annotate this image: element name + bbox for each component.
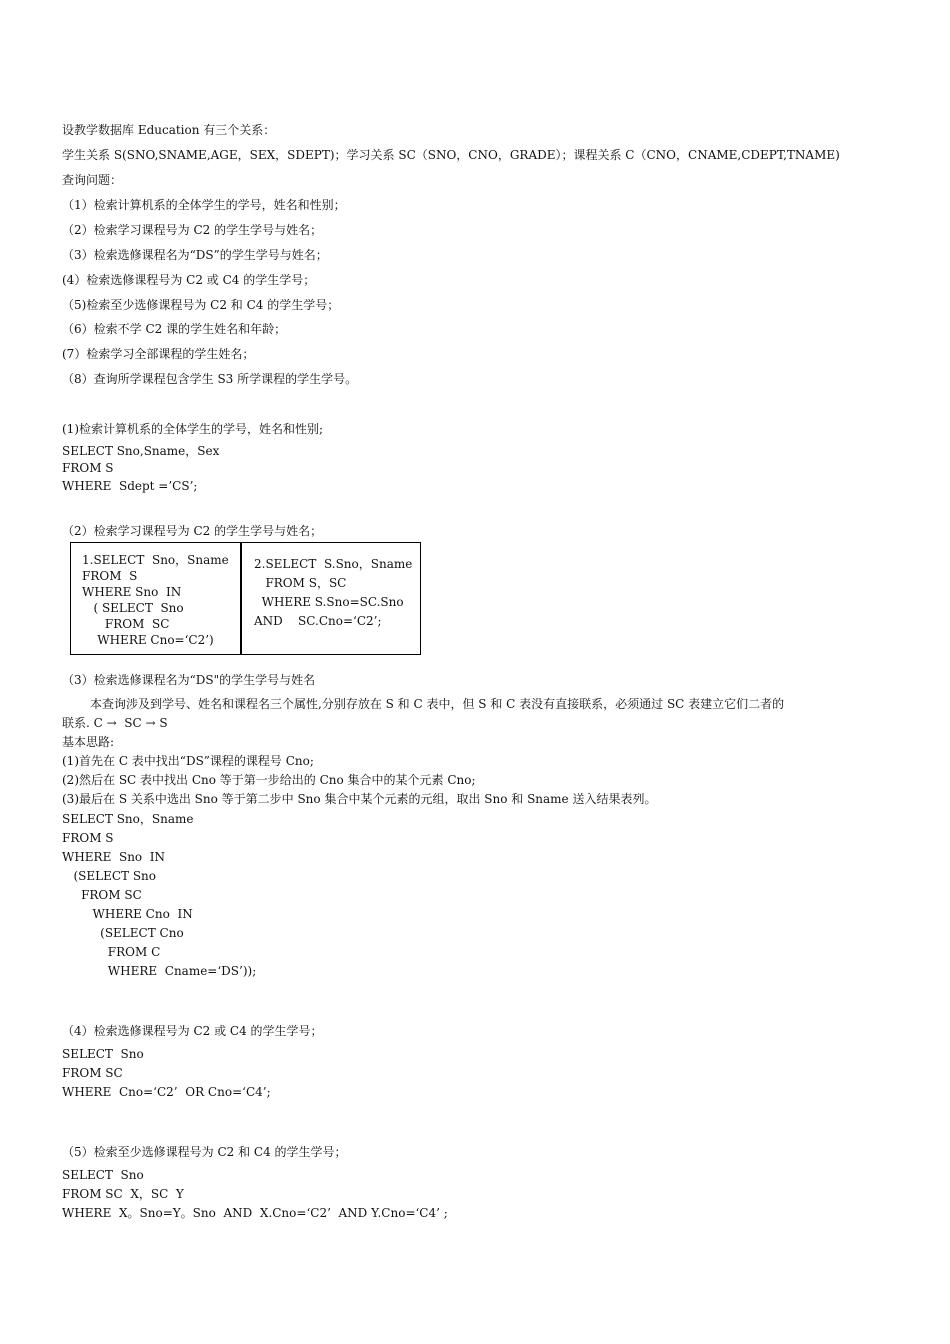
sql-line: WHERE Sno IN <box>62 850 166 864</box>
sql-line: SELECT Sno <box>62 1168 144 1182</box>
q3-title: （3）检索选修课程名为“DS"的学生学号与姓名 <box>62 673 316 687</box>
sql-line: SELECT Sno <box>62 1047 144 1061</box>
schema-line: 学生关系 S(SNO,SNAME,AGE，SEX，SDEPT)；学习关系 SC（SNO，CNO，GRADE）；课程关系 C（CNO，CNAME,CDEPT,TNAME) <box>62 148 840 162</box>
sql-line: SELECT Sno,Sname，Sex <box>62 444 220 458</box>
question-item: （3）检索选修课程名为“DS”的学生学号与姓名； <box>62 248 328 262</box>
sql-line: WHERE Cno=‘C2’) <box>82 633 214 647</box>
sql-line: 1.SELECT Sno，Sname <box>82 553 229 567</box>
sql-line: ( SELECT Sno <box>82 601 184 615</box>
intro-line: 设教学数据库 Education 有三个关系： <box>62 123 276 137</box>
sql-line: SELECT Sno，Sname <box>62 812 194 826</box>
question-item: （8）查询所学课程包含学生 S3 所学课程的学生学号。 <box>62 372 358 386</box>
sql-line: WHERE Sno IN <box>82 585 182 599</box>
question-item: (7）检索学习全部课程的学生姓名； <box>62 347 255 361</box>
sql-line: FROM S，SC <box>254 576 347 590</box>
sql-line: 2.SELECT S.Sno，Sname <box>254 557 413 571</box>
q4-title: （4）检索选修课程号为 C2 或 C4 的学生学号； <box>62 1024 323 1038</box>
q3-idea-heading: 基本思路: <box>62 735 115 749</box>
sql-line: WHERE Cno=‘C2’ OR Cno=‘C4’; <box>62 1085 271 1099</box>
sql-line: FROM SC <box>62 1066 123 1080</box>
sql-line: WHERE Cname=‘DS’)); <box>62 964 257 978</box>
questions-heading: 查询问题： <box>62 173 123 187</box>
sql-line: FROM SC X，SC Y <box>62 1187 184 1201</box>
sql-line: WHERE Cno IN <box>62 907 193 921</box>
q1-title: (1)检索计算机系的全体学生的学号，姓名和性别; <box>62 422 324 436</box>
sql-box-option-2 <box>241 542 421 655</box>
sql-line: WHERE X。Sno=Y。Sno AND X.Cno=‘C2’ AND Y.Cno=‘C4’ ; <box>62 1206 448 1220</box>
question-item: （5)检索至少选修课程号为 C2 和 C4 的学生学号； <box>62 298 340 312</box>
q3-step: (1)首先在 C 表中找出“DS”课程的课程号 Cno; <box>62 754 314 768</box>
sql-line: FROM SC <box>62 888 142 902</box>
sql-line: WHERE S.Sno=SC.Sno <box>254 595 404 609</box>
sql-box-option-1 <box>70 542 241 655</box>
sql-line: FROM S <box>62 461 114 475</box>
sql-line: (SELECT Sno <box>62 869 157 883</box>
q5-title: （5）检索至少选修课程号为 C2 和 C4 的学生学号； <box>62 1145 347 1159</box>
q3-step: (2)然后在 SC 表中找出 Cno 等于第一步给出的 Cno 集合中的某个元素 Cno; <box>62 773 476 787</box>
sql-line: FROM S <box>62 831 114 845</box>
question-item: (4）检索选修课程号为 C2 或 C4 的学生学号； <box>62 273 316 287</box>
q3-description: 联系. C → SC → S <box>62 716 168 730</box>
question-item: （2）检索学习课程号为 C2 的学生学号与姓名； <box>62 223 323 237</box>
q2-title: （2）检索学习课程号为 C2 的学生学号与姓名； <box>62 524 323 538</box>
sql-line: WHERE Sdept =’CS’; <box>62 479 198 493</box>
sql-line: FROM C <box>62 945 161 959</box>
q3-description: 本查询涉及到学号、姓名和课程名三个属性,分别存放在 S 和 C 表中，但 S 和 C 表没有直接联系，必须通过 SC 表建立它们二者的 <box>90 697 785 711</box>
sql-line: FROM SC <box>82 617 170 631</box>
sql-line: (SELECT Cno <box>62 926 184 940</box>
sql-line: FROM S <box>82 569 138 583</box>
sql-line: AND SC.Cno=‘C2’; <box>254 614 382 628</box>
question-item: （6）检索不学 C2 课的学生姓名和年龄； <box>62 322 287 336</box>
q3-step: (3)最后在 S 关系中选出 Sno 等于第二步中 Sno 集合中某个元素的元组，取出 Sno 和 Sname 送入结果表列。 <box>62 792 657 806</box>
question-item: （1）检索计算机系的全体学生的学号，姓名和性别； <box>62 198 346 212</box>
